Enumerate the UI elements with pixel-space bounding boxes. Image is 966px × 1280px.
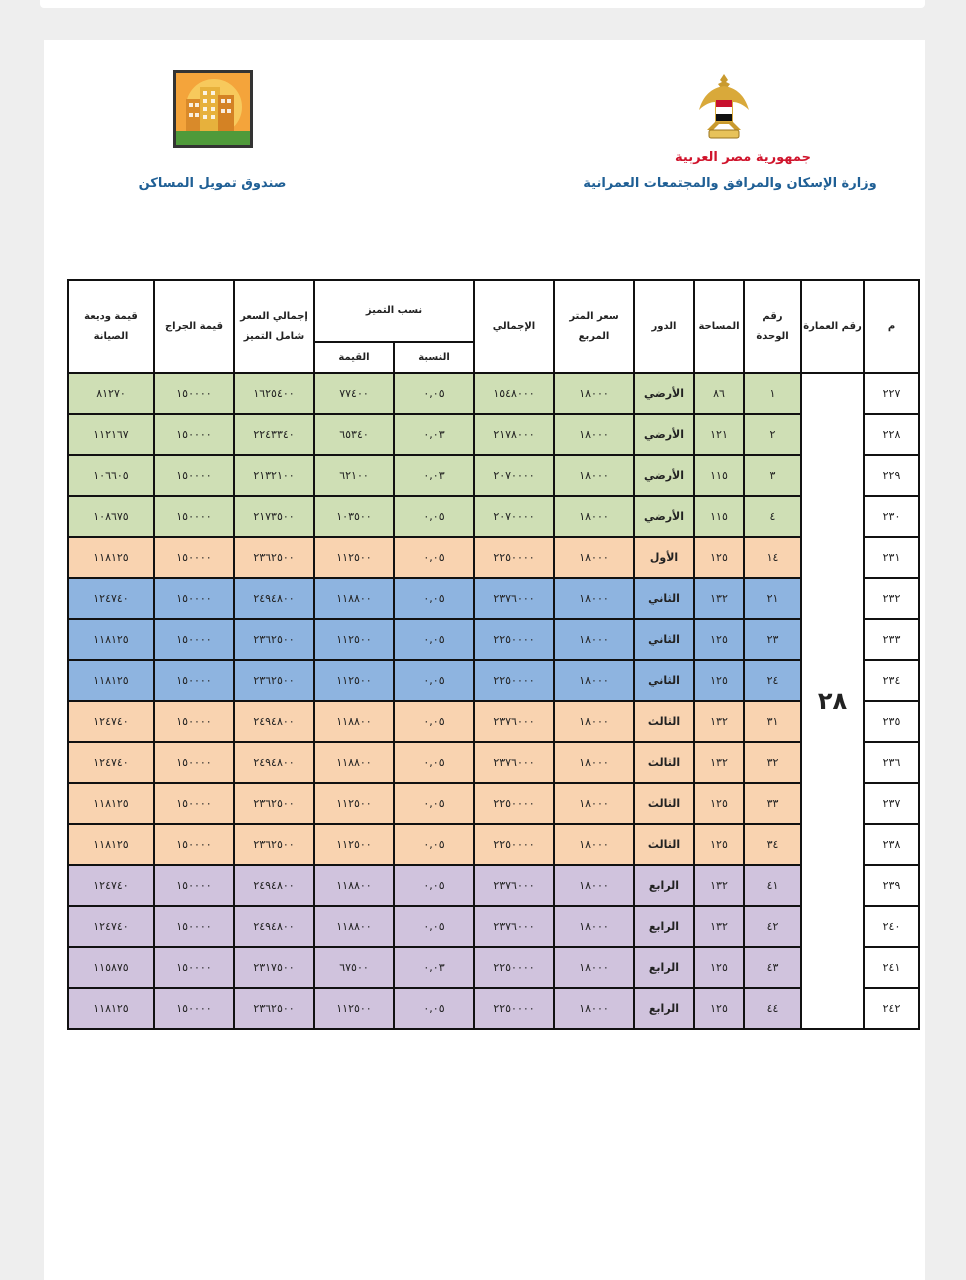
cell-floor: الرابع: [634, 906, 694, 947]
cell-unit: ٢٤: [744, 660, 801, 701]
cell-price-per-meter: ١٨٠٠٠: [554, 824, 634, 865]
cell-total-with-distinction: ٢٣٦٢٥٠٠: [234, 988, 314, 1029]
cell-garage-value: ١٥٠٠٠٠: [154, 701, 234, 742]
cell-distinction-rate: ٠,٠٥: [394, 742, 474, 783]
cell-total-with-distinction: ٢٣٦٢٥٠٠: [234, 824, 314, 865]
cell-floor: الثالث: [634, 742, 694, 783]
cell-unit: ٣١: [744, 701, 801, 742]
cell-maintenance-deposit: ١١٨١٢٥: [68, 988, 154, 1029]
cell-unit: ٣: [744, 455, 801, 496]
cell-distinction-value: ٦٧٥٠٠: [314, 947, 394, 988]
cell-garage-value: ١٥٠٠٠٠: [154, 414, 234, 455]
cell-total-with-distinction: ٢٣٦٢٥٠٠: [234, 783, 314, 824]
cell-index: ٢٢٨: [864, 414, 919, 455]
cell-floor: الأرضي: [634, 373, 694, 414]
cell-maintenance-deposit: ١٠٦٦٠٥: [68, 455, 154, 496]
country-name: جمهورية مصر العربية: [675, 150, 811, 165]
cell-area: ١٢٥: [694, 537, 744, 578]
cell-floor: الثالث: [634, 701, 694, 742]
cell-total: ٢٠٧٠٠٠٠: [474, 496, 554, 537]
cell-total: ٢٣٧٦٠٠٠: [474, 742, 554, 783]
cell-maintenance-deposit: ١١٨١٢٥: [68, 824, 154, 865]
cell-total: ٢٣٧٦٠٠٠: [474, 865, 554, 906]
cell-floor: الرابع: [634, 947, 694, 988]
cell-distinction-rate: ٠,٠٣: [394, 947, 474, 988]
cell-distinction-rate: ٠,٠٥: [394, 783, 474, 824]
cell-total-with-distinction: ٢٤٩٤٨٠٠: [234, 742, 314, 783]
cell-total-with-distinction: ٢٣٦٢٥٠٠: [234, 660, 314, 701]
cell-distinction-rate: ٠,٠٥: [394, 619, 474, 660]
cell-distinction-rate: ٠,٠٥: [394, 865, 474, 906]
cell-total-with-distinction: ٢٤٩٤٨٠٠: [234, 906, 314, 947]
cell-floor: الثالث: [634, 824, 694, 865]
cell-price-per-meter: ١٨٠٠٠: [554, 906, 634, 947]
table-row: [68, 619, 919, 660]
cell-price-per-meter: ١٨٠٠٠: [554, 742, 634, 783]
cell-distinction-rate: ٠,٠٥: [394, 701, 474, 742]
cell-price-per-meter: ١٨٠٠٠: [554, 537, 634, 578]
header-total-with-distinction: إجمالي السعر شامل التميز: [234, 280, 314, 373]
table-row: [68, 824, 919, 865]
cell-total-with-distinction: ٢١٣٢١٠٠: [234, 455, 314, 496]
cell-distinction-value: ١١٢٥٠٠: [314, 660, 394, 701]
cell-total: ٢٣٧٦٠٠٠: [474, 578, 554, 619]
cell-area: ١٢١: [694, 414, 744, 455]
cell-total: ١٥٤٨٠٠٠: [474, 373, 554, 414]
cell-garage-value: ١٥٠٠٠٠: [154, 947, 234, 988]
header-index: م: [864, 280, 919, 373]
cell-maintenance-deposit: ٨١٢٧٠: [68, 373, 154, 414]
cell-index: ٢٢٧: [864, 373, 919, 414]
header-maintenance-deposit: قيمة وديعة الصيانة: [68, 280, 154, 373]
cell-total-with-distinction: ٢٤٩٤٨٠٠: [234, 578, 314, 619]
cell-garage-value: ١٥٠٠٠٠: [154, 742, 234, 783]
header-unit: رقم الوحدة: [744, 280, 801, 373]
cell-unit: ٤٤: [744, 988, 801, 1029]
cell-garage-value: ١٥٠٠٠٠: [154, 578, 234, 619]
cell-garage-value: ١٥٠٠٠٠: [154, 783, 234, 824]
cell-unit: ٣٤: [744, 824, 801, 865]
cell-unit: ٢١: [744, 578, 801, 619]
table-row: [68, 537, 919, 578]
cell-total: ٢١٧٨٠٠٠: [474, 414, 554, 455]
cell-total: ٢٢٥٠٠٠٠: [474, 783, 554, 824]
housing-fund-name: صندوق تمويل المساكن: [138, 176, 287, 191]
cell-price-per-meter: ١٨٠٠٠: [554, 701, 634, 742]
cell-price-per-meter: ١٨٠٠٠: [554, 865, 634, 906]
cell-floor: الرابع: [634, 865, 694, 906]
cell-total: ٢٢٥٠٠٠٠: [474, 988, 554, 1029]
cell-unit: ٤: [744, 496, 801, 537]
cell-garage-value: ١٥٠٠٠٠: [154, 906, 234, 947]
cell-distinction-rate: ٠,٠٥: [394, 578, 474, 619]
cell-total: ٢٢٥٠٠٠٠: [474, 619, 554, 660]
table-row: [68, 947, 919, 988]
housing-fund-logo-icon: [173, 70, 253, 148]
cell-floor: الأرضي: [634, 455, 694, 496]
table-row: [68, 742, 919, 783]
cell-price-per-meter: ١٨٠٠٠: [554, 988, 634, 1029]
cell-garage-value: ١٥٠٠٠٠: [154, 496, 234, 537]
cell-area: ١٣٢: [694, 701, 744, 742]
cell-maintenance-deposit: ١٢٤٧٤٠: [68, 865, 154, 906]
cell-garage-value: ١٥٠٠٠٠: [154, 865, 234, 906]
table-row: [68, 906, 919, 947]
egypt-eagle-emblem-icon: [697, 70, 751, 142]
cell-distinction-value: ٦٥٣٤٠: [314, 414, 394, 455]
cell-distinction-value: ١١٢٥٠٠: [314, 988, 394, 1029]
header-distinction-value: القيمة: [314, 342, 394, 373]
cell-index: ٢٣٣: [864, 619, 919, 660]
cell-total-with-distinction: ١٦٢٥٤٠٠: [234, 373, 314, 414]
cell-maintenance-deposit: ١٢٤٧٤٠: [68, 742, 154, 783]
cell-area: ١٢٥: [694, 988, 744, 1029]
cell-area: ١٢٥: [694, 619, 744, 660]
table-row: [68, 988, 919, 1029]
cell-floor: الثالث: [634, 783, 694, 824]
cell-unit: ١: [744, 373, 801, 414]
cell-price-per-meter: ١٨٠٠٠: [554, 578, 634, 619]
cell-distinction-value: ٦٢١٠٠: [314, 455, 394, 496]
cell-maintenance-deposit: ١١٢١٦٧: [68, 414, 154, 455]
cell-floor: الرابع: [634, 988, 694, 1029]
cell-total: ٢٣٧٦٠٠٠: [474, 906, 554, 947]
header-garage-value: قيمة الجراج: [154, 280, 234, 373]
cell-unit: ٢٣: [744, 619, 801, 660]
cell-maintenance-deposit: ١٠٨٦٧٥: [68, 496, 154, 537]
header-area: المساحة: [694, 280, 744, 373]
cell-maintenance-deposit: ١١٨١٢٥: [68, 660, 154, 701]
cell-floor: الثاني: [634, 578, 694, 619]
cell-price-per-meter: ١٨٠٠٠: [554, 414, 634, 455]
cell-price-per-meter: ١٨٠٠٠: [554, 783, 634, 824]
cell-index: ٢٣٢: [864, 578, 919, 619]
table-row: [68, 865, 919, 906]
cell-index: ٢٣٩: [864, 865, 919, 906]
ministry-name: وزارة الإسكان والمرافق والمجتمعات العمرانية: [583, 176, 877, 191]
header-floor: الدور: [634, 280, 694, 373]
cell-index: ٢٣٠: [864, 496, 919, 537]
cell-area: ١١٥: [694, 496, 744, 537]
cell-index: ٢٤٠: [864, 906, 919, 947]
cell-total: ٢٢٥٠٠٠٠: [474, 947, 554, 988]
cell-garage-value: ١٥٠٠٠٠: [154, 373, 234, 414]
cell-total: ٢٢٥٠٠٠٠: [474, 537, 554, 578]
cell-distinction-value: ١١٢٥٠٠: [314, 619, 394, 660]
cell-distinction-rate: ٠,٠٥: [394, 906, 474, 947]
cell-distinction-value: ١١٨٨٠٠: [314, 906, 394, 947]
header-distinction-rate: النسبة: [394, 342, 474, 373]
cell-distinction-rate: ٠,٠٥: [394, 496, 474, 537]
cell-maintenance-deposit: ١١٨١٢٥: [68, 783, 154, 824]
table-row: [68, 455, 919, 496]
cell-price-per-meter: ١٨٠٠٠: [554, 660, 634, 701]
cell-total: ٢٠٧٠٠٠٠: [474, 455, 554, 496]
table-row: [68, 660, 919, 701]
cell-area: ١٣٢: [694, 865, 744, 906]
cell-total-with-distinction: ٢٣١٧٥٠٠: [234, 947, 314, 988]
cell-distinction-rate: ٠,٠٣: [394, 414, 474, 455]
table-row: [68, 373, 919, 414]
cell-price-per-meter: ١٨٠٠٠: [554, 373, 634, 414]
table-row: [68, 496, 919, 537]
cell-index: ٢٣٨: [864, 824, 919, 865]
cell-index: ٢٣١: [864, 537, 919, 578]
cell-maintenance-deposit: ١٢٤٧٤٠: [68, 578, 154, 619]
cell-unit: ١٤: [744, 537, 801, 578]
cell-area: ٨٦: [694, 373, 744, 414]
cell-distinction-rate: ٠,٠٥: [394, 537, 474, 578]
cell-distinction-value: ١١٨٨٠٠: [314, 742, 394, 783]
cell-floor: الأرضي: [634, 496, 694, 537]
cell-area: ١٣٢: [694, 742, 744, 783]
cell-unit: ٤٣: [744, 947, 801, 988]
cell-building-number: ٢٨: [801, 373, 864, 1029]
previous-page-edge: [40, 0, 925, 8]
cell-area: ١٢٥: [694, 947, 744, 988]
cell-maintenance-deposit: ١٢٤٧٤٠: [68, 701, 154, 742]
cell-maintenance-deposit: ١١٨١٢٥: [68, 619, 154, 660]
cell-area: ١٣٢: [694, 906, 744, 947]
cell-maintenance-deposit: ١١٥٨٧٥: [68, 947, 154, 988]
cell-garage-value: ١٥٠٠٠٠: [154, 537, 234, 578]
cell-unit: ٢: [744, 414, 801, 455]
cell-area: ١٢٥: [694, 660, 744, 701]
cell-total: ٢٣٧٦٠٠٠: [474, 701, 554, 742]
cell-area: ١٢٥: [694, 824, 744, 865]
header-distinction-group: نسب التميز: [314, 280, 474, 342]
cell-area: ١٣٢: [694, 578, 744, 619]
cell-floor: الثاني: [634, 660, 694, 701]
cell-total-with-distinction: ٢٣٦٢٥٠٠: [234, 619, 314, 660]
cell-index: ٢٣٤: [864, 660, 919, 701]
cell-total: ٢٢٥٠٠٠٠: [474, 824, 554, 865]
cell-index: ٢٣٥: [864, 701, 919, 742]
cell-maintenance-deposit: ١١٨١٢٥: [68, 537, 154, 578]
cell-index: ٢٢٩: [864, 455, 919, 496]
cell-index: ٢٣٧: [864, 783, 919, 824]
cell-price-per-meter: ١٨٠٠٠: [554, 619, 634, 660]
cell-total: ٢٢٥٠٠٠٠: [474, 660, 554, 701]
cell-unit: ٤١: [744, 865, 801, 906]
cell-price-per-meter: ١٨٠٠٠: [554, 496, 634, 537]
cell-distinction-value: ١١٢٥٠٠: [314, 824, 394, 865]
cell-total-with-distinction: ٢٣٦٢٥٠٠: [234, 537, 314, 578]
cell-distinction-rate: ٠,٠٣: [394, 455, 474, 496]
cell-price-per-meter: ١٨٠٠٠: [554, 947, 634, 988]
cell-distinction-rate: ٠,٠٥: [394, 824, 474, 865]
table-row: [68, 701, 919, 742]
cell-index: ٢٣٦: [864, 742, 919, 783]
header-total: الإجمالي: [474, 280, 554, 373]
header-building: رقم العمارة: [801, 280, 864, 373]
cell-index: ٢٤١: [864, 947, 919, 988]
cell-area: ١١٥: [694, 455, 744, 496]
cell-distinction-value: ١١٨٨٠٠: [314, 578, 394, 619]
cell-total-with-distinction: ٢٤٩٤٨٠٠: [234, 865, 314, 906]
cell-distinction-rate: ٠,٠٥: [394, 660, 474, 701]
table-row: [68, 414, 919, 455]
cell-distinction-value: ١٠٣٥٠٠: [314, 496, 394, 537]
cell-distinction-value: ١١٨٨٠٠: [314, 701, 394, 742]
cell-distinction-value: ١١٨٨٠٠: [314, 865, 394, 906]
cell-distinction-rate: ٠,٠٥: [394, 373, 474, 414]
cell-unit: ٤٢: [744, 906, 801, 947]
cell-total-with-distinction: ٢٤٩٤٨٠٠: [234, 701, 314, 742]
cell-maintenance-deposit: ١٢٤٧٤٠: [68, 906, 154, 947]
cell-area: ١٢٥: [694, 783, 744, 824]
units-price-table: [67, 279, 920, 1030]
cell-garage-value: ١٥٠٠٠٠: [154, 988, 234, 1029]
cell-index: ٢٤٢: [864, 988, 919, 1029]
table-row: [68, 578, 919, 619]
cell-distinction-value: ١١٢٥٠٠: [314, 783, 394, 824]
cell-floor: الأرضي: [634, 414, 694, 455]
cell-distinction-rate: ٠,٠٥: [394, 988, 474, 1029]
cell-total-with-distinction: ٢١٧٣٥٠٠: [234, 496, 314, 537]
cell-unit: ٣٢: [744, 742, 801, 783]
cell-distinction-value: ٧٧٤٠٠: [314, 373, 394, 414]
table-row: [68, 783, 919, 824]
cell-garage-value: ١٥٠٠٠٠: [154, 824, 234, 865]
cell-price-per-meter: ١٨٠٠٠: [554, 455, 634, 496]
cell-floor: الثاني: [634, 619, 694, 660]
cell-unit: ٣٣: [744, 783, 801, 824]
cell-floor: الأول: [634, 537, 694, 578]
cell-garage-value: ١٥٠٠٠٠: [154, 455, 234, 496]
header-price-per-meter: سعر المتر المربع: [554, 280, 634, 373]
cell-garage-value: ١٥٠٠٠٠: [154, 660, 234, 701]
cell-garage-value: ١٥٠٠٠٠: [154, 619, 234, 660]
cell-distinction-value: ١١٢٥٠٠: [314, 537, 394, 578]
cell-total-with-distinction: ٢٢٤٣٣٤٠: [234, 414, 314, 455]
